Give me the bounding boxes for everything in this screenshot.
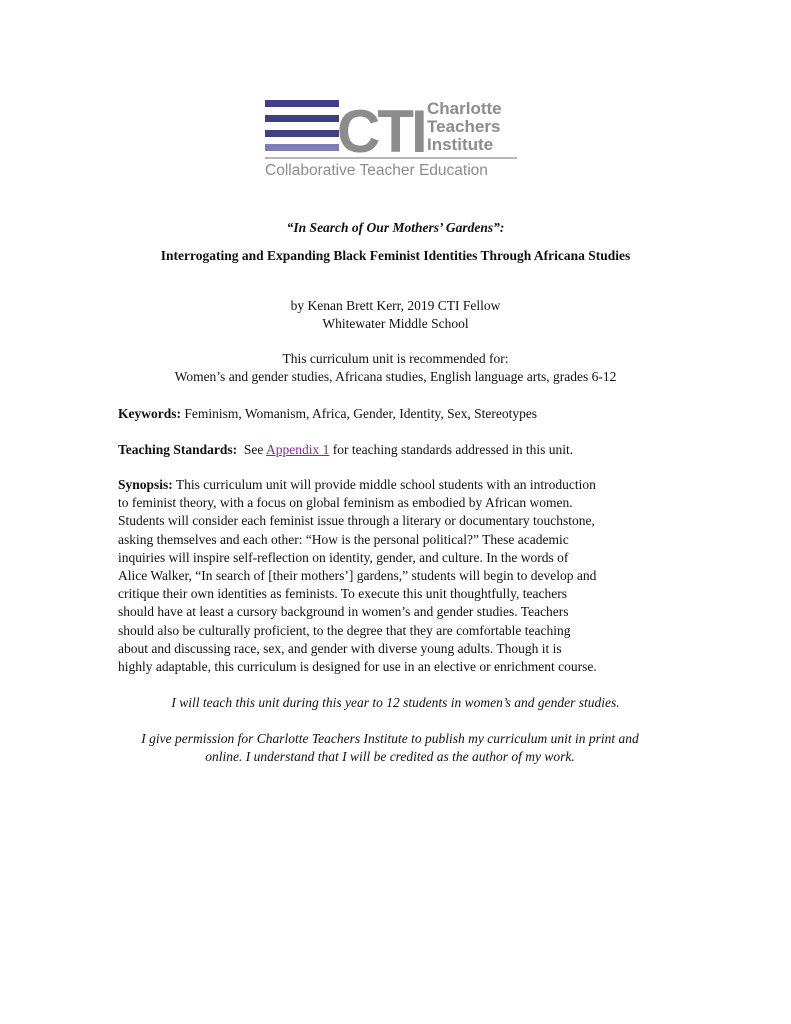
logo-bar-1 bbox=[265, 100, 339, 107]
synopsis-line: Students will consider each feminist issue through a literary or documentary touchstone, bbox=[118, 513, 595, 529]
permission-line-1: I give permission for Charlotte Teachers Institute to publish my curriculum unit in print and bbox=[141, 731, 639, 746]
recommendation-heading: This curriculum unit is recommended for: bbox=[282, 351, 509, 366]
teaching-standards-label: Teaching Standards: bbox=[118, 442, 238, 457]
cti-logo-graphic bbox=[265, 98, 525, 178]
synopsis-line: should have at least a cursory background in women’s and gender studies. Teachers bbox=[118, 604, 569, 620]
school-line: Whitewater Middle School bbox=[322, 316, 469, 331]
synopsis-section bbox=[118, 476, 678, 676]
teaching-standards-post: for teaching standards addressed in this unit. bbox=[329, 442, 574, 457]
teaching-note: I will teach this unit during this year to 12 students in women’s and gender studies. bbox=[171, 695, 620, 710]
logo-name-line-1: Charlotte bbox=[427, 99, 502, 118]
logo-name-line-3: Institute bbox=[427, 135, 494, 154]
recommendation bbox=[0, 350, 791, 386]
recommendation-subjects: Women’s and gender studies, Africana studies, English language arts, grades 6-12 bbox=[174, 369, 617, 384]
teaching-standards-section bbox=[118, 441, 678, 459]
permission-statement bbox=[90, 730, 690, 766]
logo-bar-4 bbox=[265, 144, 339, 151]
keywords-section bbox=[118, 405, 678, 423]
logo-bar-3 bbox=[265, 130, 339, 137]
synopsis-line: to feminist theory, with a focus on global feminism as embodied by African women. bbox=[118, 495, 573, 511]
keywords-label: Keywords: bbox=[118, 406, 181, 421]
logo-acronym: CTI bbox=[337, 98, 425, 165]
logo-name-line-2: Teachers bbox=[427, 117, 501, 136]
synopsis-line: asking themselves and each other: “How is the personal political?” These academic bbox=[118, 531, 569, 547]
logo-tagline: Collaborative Teacher Education bbox=[265, 162, 488, 178]
synopsis-line: inquiries will inspire self-reflection on identity, gender, and culture. In the words of bbox=[118, 549, 569, 565]
synopsis-line: should also be culturally proficient, to the degree that they are comfortable teaching bbox=[118, 622, 571, 638]
permission-line-2: online. I understand that I will be credited as the author of my work. bbox=[205, 749, 575, 764]
unit-title: “In Search of Our Mothers’ Gardens”: bbox=[286, 220, 505, 235]
appendix-1-link[interactable]: Appendix 1 bbox=[266, 442, 330, 457]
synopsis-label: Synopsis: bbox=[118, 477, 173, 492]
cti-logo bbox=[265, 98, 525, 178]
synopsis-line: Alice Walker, “In search of [their mothers’] gardens,” students will begin to develop and bbox=[118, 568, 597, 584]
unit-subtitle: Interrogating and Expanding Black Feminist Identities Through Africana Studies bbox=[160, 248, 631, 263]
logo-bar-2 bbox=[265, 115, 339, 122]
synopsis-line: highly adaptable, this curriculum is designed for use in an elective or enrichment course. bbox=[118, 659, 597, 675]
byline bbox=[0, 297, 791, 333]
author-line: by Kenan Brett Kerr, 2019 CTI Fellow bbox=[290, 298, 501, 313]
teaching-standards-pre: See bbox=[237, 442, 267, 457]
synopsis-line: This curriculum unit will provide middle school students with an introduction bbox=[172, 477, 596, 492]
synopsis-line: critique their own identities as feminists. To execute this unit thoughtfully, teachers bbox=[118, 586, 567, 602]
synopsis-line: about and discussing race, sex, and gender with diverse young adults. Though it is bbox=[118, 640, 562, 656]
keywords-text: Feminism, Womanism, Africa, Gender, Identity, Sex, Stereotypes bbox=[181, 406, 538, 421]
